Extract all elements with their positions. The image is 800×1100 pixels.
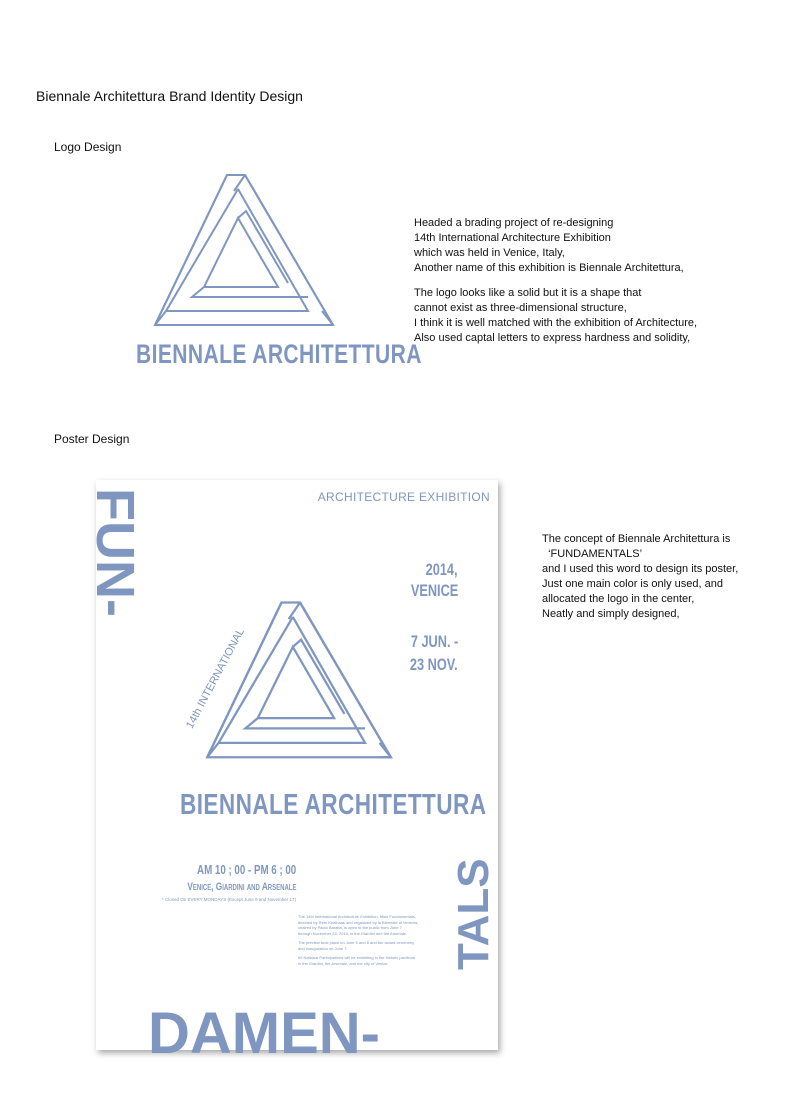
poster-desc-line: The concept of Biennale Architettura is bbox=[542, 533, 731, 545]
poster-penrose-logo-icon bbox=[200, 598, 396, 768]
poster-date-start: 7 JUN. - bbox=[410, 632, 458, 651]
poster-section-label: Poster Design bbox=[54, 432, 130, 446]
poster-desc-line: allocated the logo in the center, bbox=[542, 593, 695, 605]
poster-city: VENICE bbox=[410, 581, 458, 600]
page-title: Biennale Architettura Brand Identity Design bbox=[36, 88, 303, 104]
poster-closed-note: * Closed On EVERY MONDAYS (Except June 9 and November 17) bbox=[161, 897, 296, 902]
poster-venue: Venice, Giardini and Arsenale bbox=[186, 881, 296, 893]
poster-info-line: The preview took place on June 5 and 6 and the award ceremony bbox=[298, 940, 415, 945]
logo-desc-line: The logo looks like a solid but it is a shape that bbox=[414, 287, 642, 299]
logo-desc-line: cannot exist as three-dimensional structure, bbox=[414, 302, 627, 314]
poster-info-block bbox=[298, 914, 448, 966]
poster-info-line: through November 23, 2014, in the Giardini and the Arsenale. bbox=[298, 930, 407, 936]
poster-year: 2014, bbox=[426, 560, 458, 579]
poster-info-line: The 14th International Architecture Exhibition, titled Fundamentals, bbox=[298, 914, 416, 919]
penrose-triangle-logo-icon bbox=[148, 173, 338, 333]
poster-info-line: and inauguration on June 7. bbox=[298, 945, 348, 951]
poster-logo-wordmark: BIENNALE ARCHITETTURA bbox=[180, 789, 487, 821]
poster-word-fun: FUN- bbox=[85, 488, 145, 617]
poster-desc-line: Neatly and simply designed, bbox=[542, 608, 680, 620]
logo-desc-line: 14th International Architecture Exhibition bbox=[414, 232, 611, 244]
poster-hours: AM 10 ; 00 - PM 6 ; 00 bbox=[196, 862, 296, 877]
poster-info-line: in the Giardini, the Arsenale, and the city of Venice. bbox=[298, 960, 389, 966]
poster-description bbox=[542, 532, 738, 622]
logo-desc-line: which was held in Venice, Italy, bbox=[414, 247, 565, 259]
logo-section-label: Logo Design bbox=[54, 140, 122, 154]
logo-desc-line: I think it is well matched with the exhibition of Architecture, bbox=[414, 317, 698, 329]
poster-header: ARCHITECTURE EXHIBITION bbox=[317, 490, 490, 504]
logo-desc-line: Headed a brading project of re-designing bbox=[414, 217, 614, 229]
poster-word-damen: DAMEN- bbox=[148, 1001, 380, 1066]
logo-wordmark: BIENNALE ARCHITETTURA bbox=[136, 339, 422, 369]
poster-info-line: directed by Rem Koolhaas and organized by la Biennale di Venezia, bbox=[298, 919, 419, 925]
poster-date-end: 23 NOV. bbox=[410, 655, 458, 674]
poster-desc-line: ‘FUNDAMENTALS’ bbox=[542, 548, 643, 560]
logo-desc-line: Another name of this exhibition is Biennale Architettura, bbox=[414, 262, 684, 274]
poster-arc-text: 14th INTERNATIONAL bbox=[184, 626, 248, 731]
poster bbox=[85, 480, 498, 1066]
poster-desc-line: and I used this word to design its poster, bbox=[542, 563, 739, 575]
logo-desc-line: Also used captal letters to express hardness and solidity, bbox=[414, 332, 691, 344]
logo-description bbox=[414, 216, 697, 356]
poster-word-tals: TALS bbox=[449, 858, 498, 970]
poster-info-line: chaired by Paolo Baratta, is open to the public from June 7 bbox=[298, 925, 402, 930]
poster-desc-line: Just one main color is only used, and bbox=[542, 578, 723, 590]
poster-info-line: 65 National Participations will be exhibiting in the historic pavilions bbox=[298, 955, 415, 960]
